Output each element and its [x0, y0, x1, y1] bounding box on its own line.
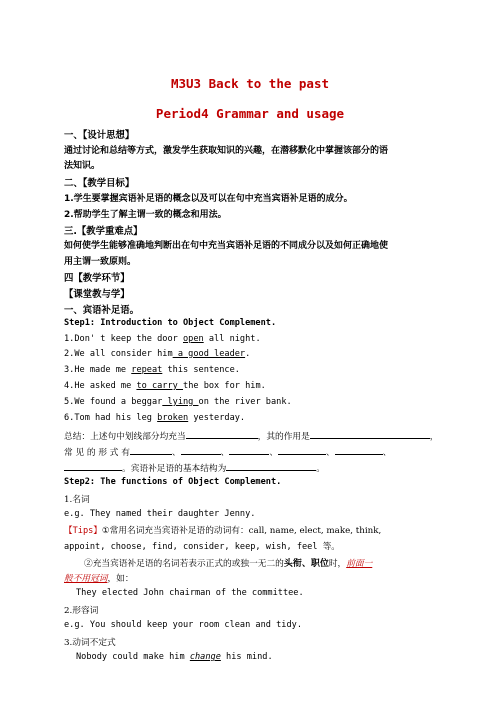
- goals-item-1: 1.学生要掌握宾语补足语的概念以及可以在句中充当宾语补足语的成分。: [64, 194, 353, 204]
- category-adjective: 2.形容词: [64, 606, 99, 616]
- goals-heading: 二、【教学目标】: [64, 178, 135, 189]
- fill-in-blank[interactable]: [229, 445, 269, 455]
- example-infinitive: Nobody could make him change his mind.: [76, 652, 273, 662]
- category-noun: 1.名词: [64, 495, 90, 505]
- focus-text-1: 如何使学生能够准确地判断出在句中充当宾语补足语的不同成分以及如何正确地使: [64, 241, 389, 251]
- example-sentence-6: 6.Tom had his leg broken yesterday.: [64, 413, 246, 423]
- underlined-complement: lying: [162, 397, 199, 407]
- process-subheading: 【课堂教与学】: [64, 289, 130, 300]
- category-infinitive: 3.动词不定式: [64, 638, 116, 648]
- example-sentence-2: 2.We all consider him a good leader.: [64, 349, 251, 359]
- document-subtitle: Period4 Grammar and usage: [155, 106, 345, 121]
- tips-line-4: 般不用冠词，如：: [64, 574, 134, 584]
- fill-in-blank[interactable]: [310, 429, 430, 439]
- example-sentence-3: 3.He made me repeat this sentence.: [64, 365, 240, 375]
- tips-line-2: appoint, choose, find, consider, keep, wish, feel 等。: [64, 542, 340, 552]
- fill-in-blank[interactable]: [226, 461, 316, 471]
- fill-in-blank[interactable]: [278, 445, 326, 455]
- underlined-complement: broken: [157, 413, 189, 423]
- step2-title: Step2: The functions of Object Complement.: [64, 477, 282, 487]
- example-adjective: e.g. You should keep your room clean and tidy.: [64, 620, 302, 630]
- summary-line-2: 常 见 的 形 式 有 、 、 、 、 、: [64, 445, 436, 458]
- example-noun: e.g. They named their daughter Jenny.: [64, 509, 256, 519]
- example-chairman: They elected John chairman of the committee.: [76, 588, 304, 598]
- design-text-2: 法知识。: [64, 161, 101, 171]
- goals-item-2: 2.帮助学生了解主谓一致的概念和用法。: [64, 210, 227, 220]
- focus-text-2: 用主谓一致原则。: [64, 257, 137, 267]
- section-object-complement: 一、宾语补足语。: [64, 305, 140, 316]
- underlined-verb: change: [189, 652, 221, 662]
- underlined-complement: open: [183, 334, 204, 344]
- summary-line-3: 。宾语补足语的基本结构为 。: [64, 461, 436, 474]
- example-sentence-4: 4.He asked me to carry the box for him.: [64, 381, 266, 391]
- example-sentence-5: 5.We found a beggar lying on the river bank.: [64, 397, 292, 407]
- fill-in-blank[interactable]: [181, 445, 221, 455]
- example-sentence-1: 1.Don' t keep the door open all night.: [64, 334, 261, 344]
- emphasis-title-position: 头衔、职位: [283, 559, 329, 569]
- design-text-1: 通过讨论和总结等方式，激发学生获取知识的兴趣，在潜移默化中掌握该部分的语: [64, 146, 389, 156]
- step1-title: Step1: Introduction to Object Complement.: [64, 318, 277, 328]
- focus-heading: 三.【教学重难点】: [64, 226, 143, 237]
- underlined-complement: a good leader: [172, 349, 246, 359]
- underlined-complement: repeat: [131, 365, 163, 375]
- fill-in-blank[interactable]: [130, 445, 172, 455]
- tips-line-3: ②充当宾语补足语的名词若表示正式的或独一无二的头衔、职位时，前面一: [84, 559, 373, 569]
- fill-in-blank[interactable]: [335, 445, 383, 455]
- design-heading: 一、【设计思想】: [64, 130, 135, 141]
- fill-in-blank[interactable]: [186, 429, 258, 439]
- tips-line-1: 【Tips】①常用名词充当宾语补足语的动词有：call, name, elect, make, think,: [64, 526, 382, 536]
- emphasis-no-article: 前面一: [346, 559, 373, 569]
- underlined-complement: to carry: [136, 381, 184, 391]
- document-title: M3U3 Back to the past: [170, 76, 330, 91]
- fill-in-blank[interactable]: [64, 461, 122, 471]
- tips-label: 【Tips】: [64, 526, 102, 536]
- summary-line-1: 总结：上述句中划线部分均充当 ，其的作用是 ，: [64, 429, 436, 442]
- process-heading: 四【教学环节】: [64, 273, 130, 284]
